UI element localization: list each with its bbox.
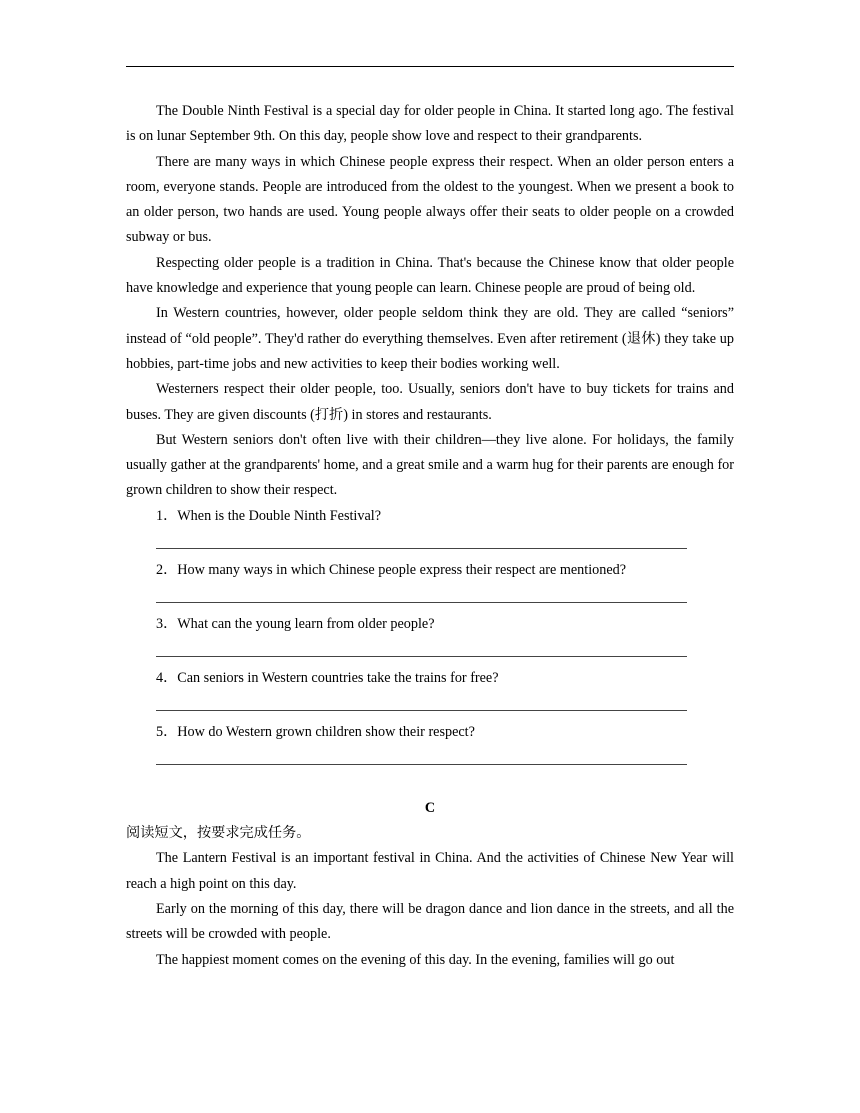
page-content xyxy=(126,99,734,973)
answer-line-1[interactable] xyxy=(156,530,687,558)
passage-paragraph: But Western seniors don't often live with their children—they live alone. For holidays, the family usually gather at the grandparents' home, and a great smile and a warm hug for their parents are enough for grown children to show their respect. xyxy=(126,431,734,499)
question-4: 4．Can seniors in Western countries take the trains for free? xyxy=(156,669,499,686)
passage-paragraph: The Lantern Festival is an important festival in China. And the activities of Chinese New Year will reach a high point on this day. xyxy=(126,850,734,892)
question-1: 1．When is the Double Ninth Festival? xyxy=(156,507,381,524)
passage-paragraph: Early on the morning of this day, there will be dragon dance and lion dance in the streets, and all the streets will be crowded with people. xyxy=(126,900,734,943)
section-instruction: 阅读短文，按要求完成任务。 xyxy=(126,825,311,842)
answer-line-4[interactable] xyxy=(156,692,687,720)
question-3: 3．What can the young learn from older people? xyxy=(156,615,435,632)
passage-paragraph: The happiest moment comes on the evening of this day. In the evening, families will go out xyxy=(156,951,675,968)
header-rule xyxy=(126,66,734,67)
answer-line-3[interactable] xyxy=(156,638,687,666)
section-heading: C xyxy=(424,799,436,816)
passage-paragraph: Respecting older people is a tradition in China. That's because the Chinese know that older people have knowledge and experience that young people can learn. Chinese people are proud of being old. xyxy=(126,254,734,297)
passage-paragraph: There are many ways in which Chinese people express their respect. When an older person enters a room, everyone stands. People are introduced from the oldest to the youngest. When we present a book to an older person, two hands are used. Young people always offer their seats to older people on a crowded subway or bus. xyxy=(126,153,734,246)
passage-paragraph: In Western countries, however, older people seldom think they are old. They are called “seniors” instead of “old people”. They'd rather do everything themselves. Even after retirement (退休) they take up hobbies, part-time jobs and new activities to keep their bodies working well. xyxy=(126,305,734,372)
passage-paragraph: Westerners respect their older people, too. Usually, seniors don't have to buy tickets for trains and buses. They are given discounts (打折) in stores and restaurants. xyxy=(126,381,734,423)
passage-paragraph: The Double Ninth Festival is a special day for older people in China. It started long ago. The festival is on lunar September 9th. On this day, people show love and respect to their grandparents. xyxy=(126,103,734,145)
question-5: 5．How do Western grown children show their respect? xyxy=(156,723,475,740)
answer-line-5[interactable] xyxy=(156,746,687,774)
answer-line-2[interactable] xyxy=(156,584,687,612)
question-2: 2．How many ways in which Chinese people express their respect are mentioned? xyxy=(156,561,627,578)
